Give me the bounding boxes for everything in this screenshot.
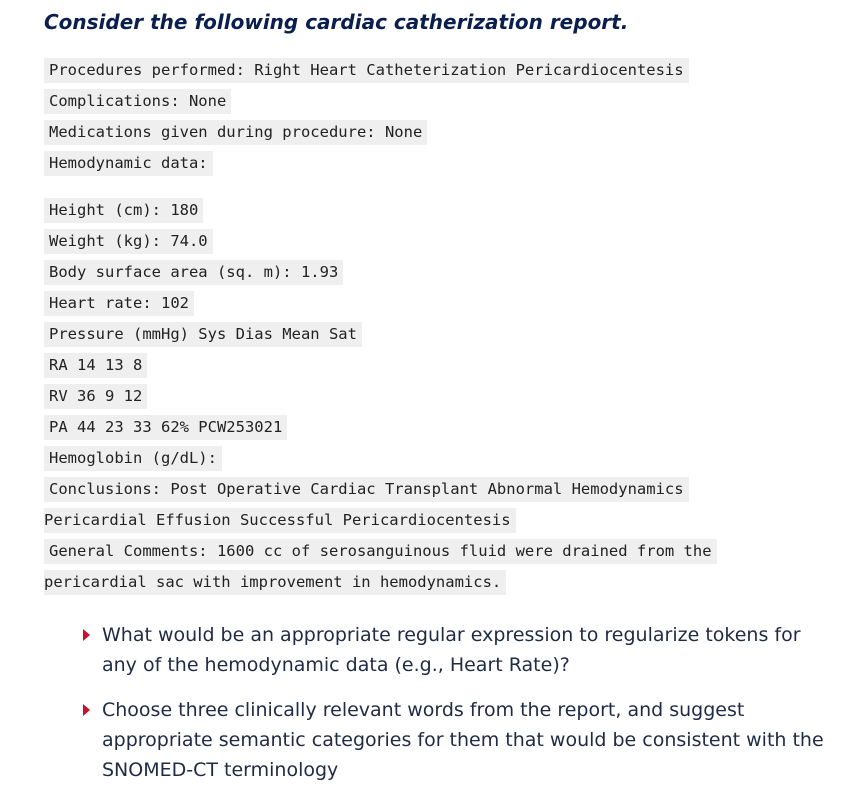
question-list bbox=[80, 620, 840, 800]
report-line-weight: Weight (kg): 74.0 bbox=[44, 229, 213, 254]
report-line-procedures: Procedures performed: Right Heart Catheterization Pericardiocentesis bbox=[44, 58, 689, 83]
question-text: Choose three clinically relevant words from the report, and suggest appropriate semantic categories for them that would be consistent with the SNOMED-CT terminology bbox=[102, 699, 824, 781]
report-line-hemodynamic-header: Hemodynamic data: bbox=[44, 151, 213, 176]
report-line-rv: RV 36 9 12 bbox=[44, 384, 147, 409]
report-line-comments-1: General Comments: 1600 cc of serosanguinous fluid were drained from the bbox=[44, 539, 717, 564]
page-title: Consider the following cardiac catherization report. bbox=[44, 10, 629, 34]
report-line-bsa: Body surface area (sq. m): 1.93 bbox=[44, 260, 343, 285]
report-line-hemoglobin: Hemoglobin (g/dL): bbox=[44, 446, 222, 471]
question-item bbox=[80, 620, 840, 680]
triangle-bullet-icon bbox=[83, 629, 90, 641]
report-line-medications: Medications given during procedure: None bbox=[44, 120, 427, 145]
report-line-comments-2: pericardial sac with improvement in hemodynamics. bbox=[44, 570, 506, 595]
report-line-complications: Complications: None bbox=[44, 89, 231, 114]
report-line-height: Height (cm): 180 bbox=[44, 198, 203, 223]
triangle-bullet-icon bbox=[83, 704, 90, 716]
question-text: What would be an appropriate regular expression to regularize tokens for any of the hemodynamic data (e.g., Heart Rate)? bbox=[102, 624, 801, 676]
report-line-conclusions-1: Conclusions: Post Operative Cardiac Transplant Abnormal Hemodynamics bbox=[44, 477, 689, 502]
report-line-pa: PA 44 23 33 62% PCW253021 bbox=[44, 415, 287, 440]
question-item bbox=[80, 695, 840, 785]
report-line-conclusions-2: Pericardial Effusion Successful Pericardiocentesis bbox=[44, 508, 516, 533]
report-line-pressure-header: Pressure (mmHg) Sys Dias Mean Sat bbox=[44, 322, 362, 347]
report-line-ra: RA 14 13 8 bbox=[44, 353, 147, 378]
report-line-heart-rate: Heart rate: 102 bbox=[44, 291, 194, 316]
